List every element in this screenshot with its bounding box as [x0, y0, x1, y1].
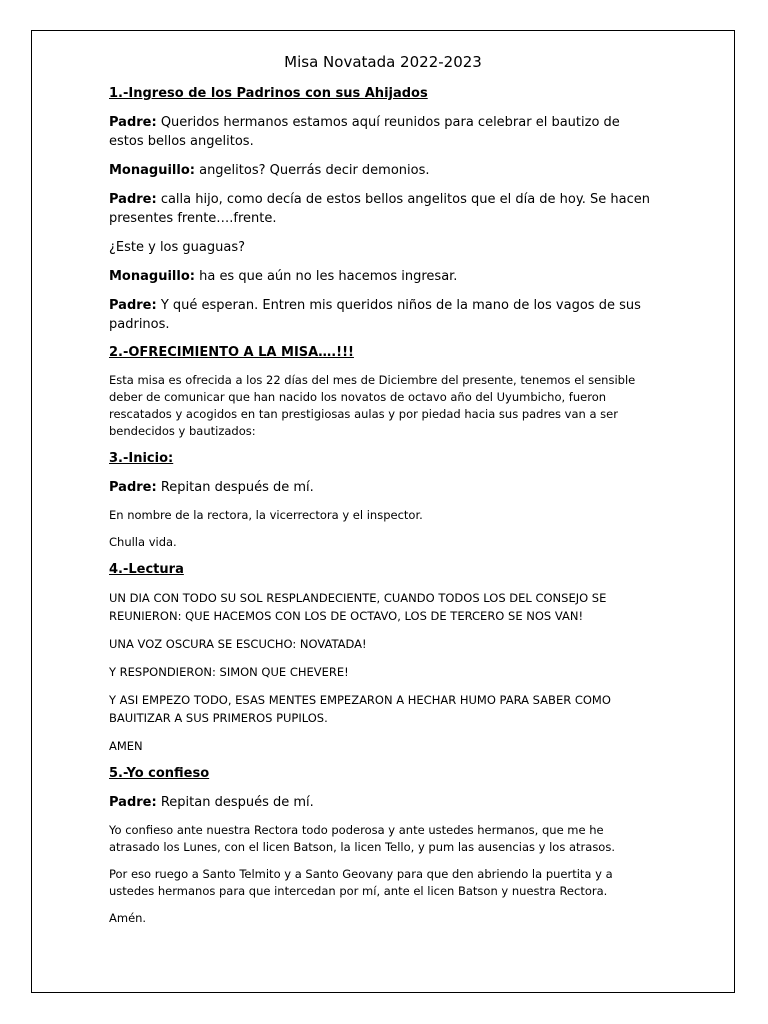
speaker-label: Padre:	[109, 298, 157, 313]
dialogue-line	[109, 793, 657, 812]
dialogue-line	[109, 238, 657, 257]
dialogue-text: Y qué esperan. Entren mis queridos niños de la mano de los vagos de sus padrinos.	[109, 298, 641, 332]
speaker-label: Monaguillo:	[109, 269, 195, 284]
document-content	[109, 52, 657, 937]
dialogue-line	[109, 478, 657, 497]
reading-paragraph: UN DIA CON TODO SU SOL RESPLANDECIENTE, CUANDO TODOS LOS DEL CONSEJO SE REUNIERON: QUE HACEMOS CON LOS DE OCTAVO, LOS DE TERCERO SE NOS VAN!	[109, 591, 607, 623]
dialogue-text: ¿Este y los guaguas?	[109, 240, 245, 255]
reading-paragraph: AMEN	[109, 739, 143, 753]
body-paragraph: Chulla vida.	[109, 535, 177, 549]
speaker-label: Padre:	[109, 192, 157, 207]
reading-paragraph: UNA VOZ OSCURA SE ESCUCHO: NOVATADA!	[109, 637, 367, 651]
body-paragraph: Yo confieso ante nuestra Rectora todo poderosa y ante ustedes hermanos, que me he atrasado los Lunes, con el licen Batson, la licen Tello, y pum las ausencias y los atrasos.	[109, 823, 615, 854]
dialogue-line	[109, 113, 657, 151]
section-heading-yo-confieso: 5.-Yo confieso	[109, 766, 210, 781]
offering-paragraph: Esta misa es ofrecida a los 22 días del mes de Diciembre del presente, tenemos el sensible deber de comunicar que han nacido los novatos de octavo año del Uyumbicho, fueron rescatados y acogidos en tan prestigiosas aulas y por piedad hacia sus padres van a ser bendecidos y bautizados:	[109, 373, 636, 438]
document-title: Misa Novatada 2022-2023	[284, 53, 482, 71]
dialogue-line	[109, 161, 657, 180]
dialogue-text: angelitos? Querrás decir demonios.	[194, 163, 430, 178]
dialogue-line	[109, 296, 657, 334]
speaker-label: Padre:	[109, 795, 157, 810]
dialogue-text: Repitan después de mí.	[156, 795, 314, 810]
reading-paragraph: Y ASI EMPEZO TODO, ESAS MENTES EMPEZARON A HECHAR HUMO PARA SABER COMO BAUITIZAR A SUS PRIMEROS PUPILOS.	[109, 693, 611, 725]
section-heading-ingreso: 1.-Ingreso de los Padrinos con sus Ahijados	[109, 86, 428, 101]
dialogue-text: Repitan después de mí.	[156, 480, 314, 495]
section-heading-inicio: 3.-Inicio:	[109, 451, 174, 466]
dialogue-text: calla hijo, como decía de estos bellos angelitos que el día de hoy. Se hacen presentes frente….frente.	[109, 192, 650, 226]
body-paragraph: Por eso ruego a Santo Telmito y a Santo Geovany para que den abriendo la puertita y a ustedes hermanos para que intercedan por mí, ante el licen Batson y nuestra Rectora.	[109, 867, 613, 898]
section-heading-lectura: 4.-Lectura	[109, 562, 184, 577]
dialogue-text: ha es que aún no les hacemos ingresar.	[194, 269, 458, 284]
dialogue-line	[109, 267, 657, 286]
body-paragraph: Amén.	[109, 911, 147, 925]
dialogue-line	[109, 190, 657, 228]
dialogue-text: Queridos hermanos estamos aquí reunidos para celebrar el bautizo de estos bellos angelitos.	[109, 115, 620, 149]
reading-paragraph: Y RESPONDIERON: SIMON QUE CHEVERE!	[109, 665, 349, 679]
section-heading-ofrecimiento: 2.-OFRECIMIENTO A LA MISA….!!!	[109, 345, 354, 360]
body-paragraph: En nombre de la rectora, la vicerrectora y el inspector.	[109, 508, 423, 522]
speaker-label: Padre:	[109, 480, 157, 495]
speaker-label: Padre:	[109, 115, 157, 130]
speaker-label: Monaguillo:	[109, 163, 195, 178]
